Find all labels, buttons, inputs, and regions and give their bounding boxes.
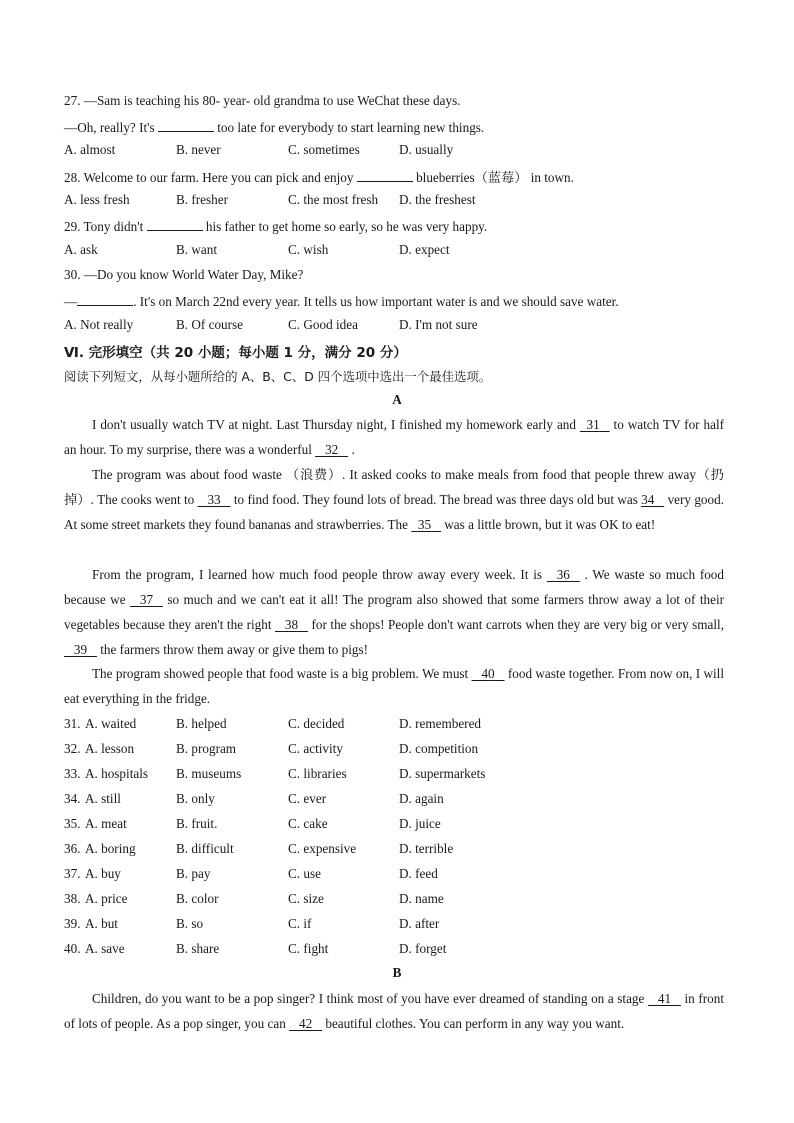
question-number: 31. [64, 716, 81, 731]
option-c: C. cake [288, 816, 328, 831]
option-d: D. juice [399, 816, 441, 831]
option-b: B. only [176, 791, 215, 806]
option-a: A. but [85, 916, 118, 931]
option-c: C. wish [288, 242, 329, 257]
option-b: B. fruit. [176, 816, 218, 831]
option-a: A. price [85, 891, 128, 906]
q30-stem: 30. —Do you know World Water Day, Mike? [64, 267, 304, 282]
question-number: 39. [64, 916, 81, 931]
option-c: C. ever [288, 791, 327, 806]
option-c: C. expensive [288, 841, 357, 856]
answer-blank [147, 217, 203, 231]
q29-stem: 29. Tony didn't his father to get home so early, so he was very happy. [64, 219, 488, 234]
option-d: D. forget [399, 941, 447, 956]
option-d: D. usually [399, 142, 454, 157]
passage-a-paragraph-3: From the program, I learned how much food people throw away every week. It is 36 . We waste so much food because we 37 so much and we can't eat it all! The program also showed that some farmers throw away a lot of their vegetables because they aren't the right 38 for the shops! People don't want carrots when they are very big or very small, 39 the farmers throw them away or give them to pigs! [64, 562, 724, 662]
answer-blank [357, 168, 413, 182]
option-c: C. sometimes [288, 142, 360, 157]
option-b: B. so [176, 916, 204, 931]
option-c: C. activity [288, 741, 343, 756]
question-number: 32. [64, 741, 81, 756]
option-b: B. share [176, 941, 220, 956]
option-b: B. color [176, 891, 219, 906]
blank-35: 35 [417, 517, 432, 532]
section-title: Ⅵ. 完形填空（共 20 小题；每小题 1 分，满分 20 分） [64, 345, 407, 361]
option-d: D. name [399, 891, 444, 906]
option-a: A. waited [85, 716, 137, 731]
question-number: 38. [64, 891, 81, 906]
option-a: A. boring [85, 841, 136, 856]
option-a: A. lesson [85, 741, 135, 756]
blank-42: 42 [298, 1016, 313, 1031]
option-b: B. fresher [176, 192, 228, 207]
blank-32: 32 [325, 442, 339, 457]
option-d: D. remembered [399, 716, 482, 731]
passage-a-paragraph-1: I don't usually watch TV at night. Last Thursday night, I finished my homework early and 31 to watch TV for half an hour. To my surprise, there was a wonderful 32 . [64, 412, 724, 462]
section-instruction: 阅读下列短文，从每小题所给的 A、B、C、D 四个选项中选出一个最佳选项。 [64, 369, 492, 384]
passage-a-paragraph-2: The program was about food waste （浪费）. It asked cooks to make meals from food that people threw away（扔掉）. The cooks went to 33 to find food. They found lots of bread. The bread was three days old but was 34 very good. At some street markets they found bananas and strawberries. The 35 was a little brown, but it was OK to eat! [64, 462, 724, 537]
answer-blank [77, 292, 133, 306]
answer-blank [158, 118, 214, 132]
question-number: 40. [64, 941, 81, 956]
option-b: B. pay [176, 866, 211, 881]
q28-stem: 28. Welcome to our farm. Here you can pick and enjoy blueberries（蓝莓） in town. [64, 170, 574, 185]
option-a: A. almost [64, 142, 116, 157]
question-number: 37. [64, 866, 81, 881]
option-a: A. Not really [64, 317, 134, 332]
blank-37: 37 [139, 592, 154, 607]
option-a: A. hospitals [85, 766, 149, 781]
passage-b-paragraph-1: Children, do you want to be a pop singer? I think most of you have ever dreamed of standing on a stage 41 in front of lots of people. As a pop singer, you can 42 beautiful clothes. You can perform in any way you want. [64, 986, 724, 1036]
blank-36: 36 [556, 567, 570, 582]
option-a: A. still [85, 791, 121, 806]
option-c: C. the most fresh [288, 192, 379, 207]
q30-reply: — . It's on March 22nd every year. It tells us how important water is and we should save water. [64, 294, 619, 309]
option-c: C. decided [288, 716, 345, 731]
option-b: B. Of course [176, 317, 244, 332]
question-number: 33. [64, 766, 81, 781]
option-b: B. difficult [176, 841, 234, 856]
blank-34: 34 [641, 492, 655, 507]
blank-39: 39 [73, 642, 88, 657]
option-a: A. save [85, 941, 125, 956]
option-b: B. want [176, 242, 218, 257]
option-c: C. use [288, 866, 321, 881]
option-c: C. if [288, 916, 312, 931]
option-d: D. terrible [399, 841, 454, 856]
option-a: A. less fresh [64, 192, 130, 207]
question-number: 36. [64, 841, 81, 856]
passage-b-label: B [392, 965, 402, 980]
option-c: C. fight [288, 941, 329, 956]
blank-40: 40 [481, 666, 495, 681]
q27-reply: —Oh, really? It's too late for everybody to start learning new things. [64, 120, 485, 135]
option-d: D. supermarkets [399, 766, 486, 781]
option-d: D. the freshest [399, 192, 476, 207]
blank-31: 31 [586, 417, 600, 432]
blank-38: 38 [284, 617, 299, 632]
passage-a-label: A [392, 392, 402, 407]
q27-stem: 27. —Sam is teaching his 80- year- old grandma to use WeChat these days. [64, 93, 461, 108]
option-d: D. again [399, 791, 444, 806]
question-number: 34. [64, 791, 81, 806]
blank-33: 33 [207, 492, 221, 507]
option-a: A. buy [85, 866, 121, 881]
option-b: B. never [176, 142, 221, 157]
option-c: C. libraries [288, 766, 347, 781]
option-d: D. after [399, 916, 440, 931]
blank-41: 41 [657, 991, 672, 1006]
question-number: 35. [64, 816, 81, 831]
option-d: D. I'm not sure [399, 317, 478, 332]
option-c: C. size [288, 891, 324, 906]
option-d: D. expect [399, 242, 450, 257]
option-a: A. ask [64, 242, 98, 257]
option-d: D. feed [399, 866, 438, 881]
option-a: A. meat [85, 816, 127, 831]
option-b: B. helped [176, 716, 227, 731]
option-c: C. Good idea [288, 317, 358, 332]
option-d: D. competition [399, 741, 479, 756]
option-b: B. museums [176, 766, 242, 781]
option-b: B. program [176, 741, 237, 756]
passage-a-paragraph-4: The program showed people that food waste is a big problem. We must 40 food waste together. From now on, I will eat everything in the fridge. [64, 661, 724, 711]
